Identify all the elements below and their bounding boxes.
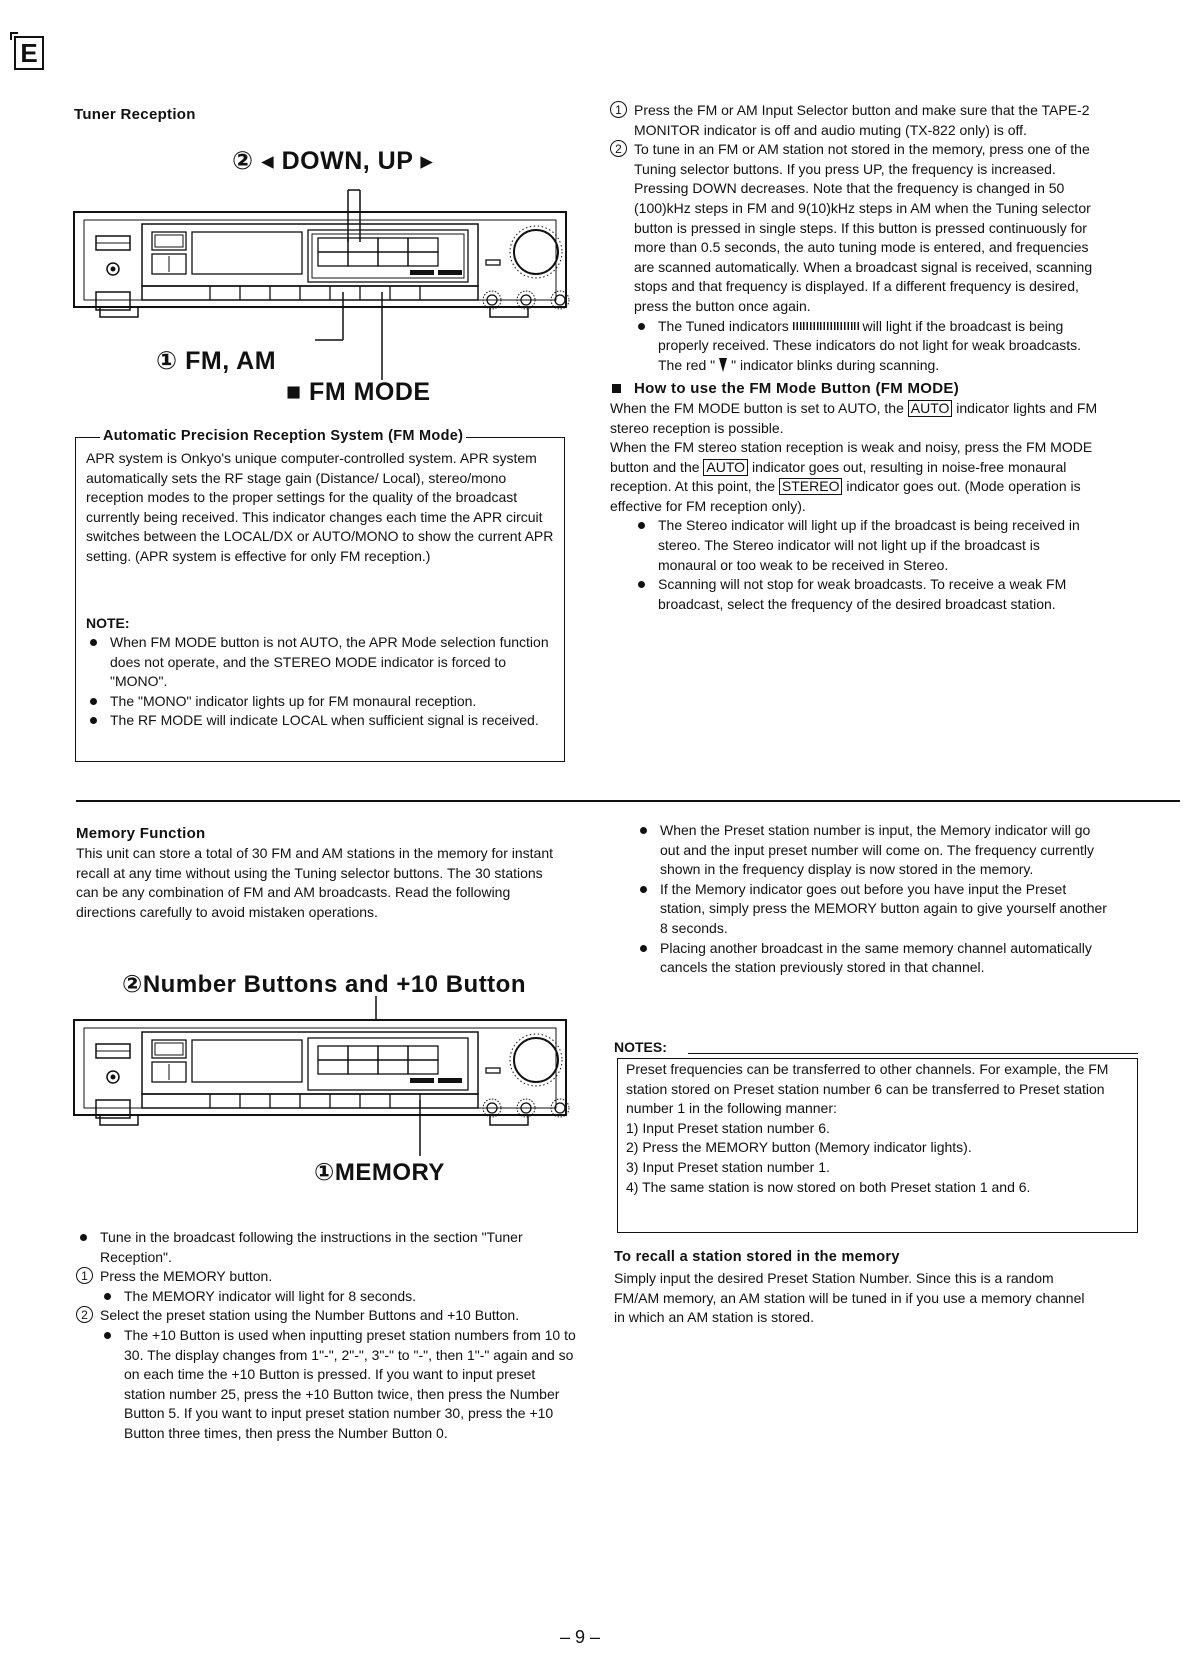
memory-step-1-marker: 1	[76, 1267, 93, 1284]
apr-body: APR system is Onkyo's unique computer-controlled system. APR system automatically sets the RF stage gain (Distance/ Local), stereo/mono reception modes to the proper settings for the quality of the broadcast currently being received. This indicator changes each time the APR circuit switches between the LOCAL/DX or AUTO/MONO to show the current APR setting. (APR system is effective for only FM reception.)	[86, 450, 554, 564]
page-tag: E	[14, 36, 44, 70]
step-2-text: To tune in an FM or AM station not stored in the memory, press one of the Tuning selector buttons. If you press UP, the frequency is increased. Pressing DOWN decreases. Note that the frequency is changed in 50 (100)kHz steps in FM and 9(10)kHz steps in AM when the Tuning selector button is pressed in single steps. If this button is pressed continuously for more than 0.5 seconds, the auto tuning mode is entered, and frequencies are scanned automatically. When a broadcast signal is received, scanning stops and that frequency is displayed. If a different frequency is desired, press the button once again.	[634, 141, 1093, 314]
fm-mode-bullet: Scanning will not stop for weak broadcasts. To receive a weak FM broadcast, select the frequency of the desired broadcast station.	[634, 575, 1102, 614]
page-number: – 9 –	[560, 1627, 601, 1647]
apr-title: Automatic Precision Reception System (FM Mode)	[100, 428, 466, 444]
recall-heading: To recall a station stored in the memory	[614, 1249, 900, 1265]
notes-step: 2) Press the MEMORY button (Memory indicator lights).	[626, 1139, 972, 1156]
memory-step-2-marker: 2	[76, 1306, 93, 1323]
notes-heading-rule	[688, 1053, 1138, 1054]
auto-indicator: AUTO	[908, 400, 953, 417]
step-1-marker: 1	[610, 101, 627, 118]
memory-step-1-bullet: The MEMORY indicator will light for 8 seconds.	[100, 1287, 576, 1307]
memory-step-2-bullet: The +10 Button is used when inputting preset station numbers from 10 to 30. The display changes from 1"-", 2"-", 3"-" to "-", then 1"-" again and so on each time the +10 Button is pressed. If you want to input preset station number 25, press the +10 Button twice, then press the Number Button 5. If you want to input preset station number 30, press the +10 Button three times, then press the Number Button 0.	[100, 1326, 576, 1444]
tuning-step-1	[610, 101, 1102, 140]
fm-mode-p2c: indicator goes out. (Mode operation is effective for FM reception only).	[610, 478, 1081, 514]
section-divider	[76, 800, 1180, 802]
memory-step-1-text: Press the MEMORY button.	[100, 1268, 273, 1285]
fm-mode-heading: How to use the FM Mode Button (FM MODE)	[610, 379, 1102, 399]
memory-step-1	[76, 1267, 576, 1287]
memory-heading: Memory Function	[76, 825, 206, 842]
tuned-bullet-b: will light if the broadcast is being properly received. These indicators do not light for weak broadcasts. The red "	[658, 317, 1082, 373]
fm-mode-p2a: When the FM stereo station reception is weak and noisy, press the FM MODE button and the	[610, 439, 1093, 475]
tuner-device-diagram	[60, 180, 580, 400]
fm-mode-para-1	[610, 399, 1102, 438]
apr-note-heading: NOTE:	[86, 615, 130, 631]
tuned-indicator-bullet	[634, 317, 1102, 376]
apr-note-item: The "MONO" indicator lights up for FM monaural reception.	[86, 692, 558, 712]
recall-body: Simply input the desired Preset Station Number. Since this is a random FM/AM memory, an AM station will be tuned in if you use a memory channel in which an AM station is stored.	[614, 1270, 1085, 1326]
step-2-marker: 2	[610, 140, 627, 157]
memory-right-bullets	[636, 821, 1112, 978]
memory-bullet: If the Memory indicator goes out before you have input the Preset station, simply press the MEMORY button again to give yourself another 8 seconds.	[636, 880, 1112, 939]
step-1-text: Press the FM or AM Input Selector button and make sure that the TAPE-2 MONITOR indicator is off and audio muting (TX-822 only) is off.	[634, 102, 1090, 138]
memory-bullet: Placing another broadcast in the same memory channel automatically cancels the station previously stored in that channel.	[636, 939, 1112, 978]
memory-step-2-text: Select the preset station using the Number Buttons and +10 Button.	[100, 1307, 520, 1324]
apr-notes	[86, 633, 558, 731]
apr-note-item: The RF MODE will indicate LOCAL when sufficient signal is received.	[86, 711, 558, 731]
memory-tune-bullet: Tune in the broadcast following the instructions in the section "Tuner Reception".	[76, 1228, 576, 1267]
notes-step: 4) The same station is now stored on both Preset station 1 and 6.	[626, 1178, 1031, 1195]
tuning-step-2	[610, 140, 1102, 316]
tuner-heading: Tuner Reception	[74, 106, 196, 123]
fm-mode-p1a: When the FM MODE button is set to AUTO, the	[610, 399, 904, 416]
notes-content	[626, 1060, 1130, 1197]
memory-intro: This unit can store a total of 30 FM and AM stations in the memory for instant recall at any time without using the Tuning selector buttons. The 30 stations can be any combination of FM and AM broadcasts. Read the following directions carefully to avoid mistaken operations.	[76, 845, 553, 920]
memory-step-2	[76, 1306, 576, 1326]
auto-indicator-2: AUTO	[703, 459, 748, 476]
notes-step: 1) Input Preset station number 6.	[626, 1119, 830, 1136]
notes-step: 3) Input Preset station number 1.	[626, 1158, 830, 1175]
memory-bullet: When the Preset station number is input, the Memory indicator will go out and the input preset number will come on. The frequency currently shown in the frequency display is now stored in the memory.	[636, 821, 1112, 880]
fm-mode-p2b: indicator goes out, resulting in noise-free monaural reception. At this point, the	[610, 458, 1067, 495]
right-top-column	[610, 101, 1102, 614]
notes-heading: NOTES:	[614, 1039, 667, 1055]
fm-mode-p1b: indicator lights and FM stereo reception is possible.	[610, 399, 1098, 436]
memory-steps	[76, 1228, 576, 1444]
label-memory: ①MEMORY	[314, 1159, 445, 1186]
label-fm-am: ① FM, AM	[156, 347, 277, 375]
fm-mode-para-2	[610, 438, 1102, 516]
fm-mode-bullet: The Stereo indicator will light up if the broadcast is being received in stereo. The Stereo indicator will not light up if the broadcast is monaural or too weak to be received in Stereo.	[634, 516, 1102, 575]
notes-intro: Preset frequencies can be transferred to other channels. For example, the FM station stored on Preset station number 6 can be transferred to Preset station number 1 in the following manner:	[626, 1061, 1109, 1117]
tuned-bullet-a: The Tuned indicators	[658, 317, 789, 334]
tuned-indicators-icon	[793, 322, 859, 330]
label-number-buttons: ②Number Buttons and +10 Button	[122, 971, 526, 998]
label-down-up: ② ◂ DOWN, UP ▸	[232, 147, 434, 175]
stereo-indicator: STEREO	[779, 478, 843, 495]
apr-note-item: When FM MODE button is not AUTO, the APR Mode selection function does not operate, and the STEREO MODE indicator is forced to "MONO".	[86, 633, 558, 692]
label-fm-mode: ■ FM MODE	[286, 378, 431, 406]
memory-device-diagram	[60, 996, 580, 1156]
tuned-bullet-c: " indicator blinks during scanning.	[731, 356, 940, 373]
tuning-marker-icon	[719, 358, 727, 372]
